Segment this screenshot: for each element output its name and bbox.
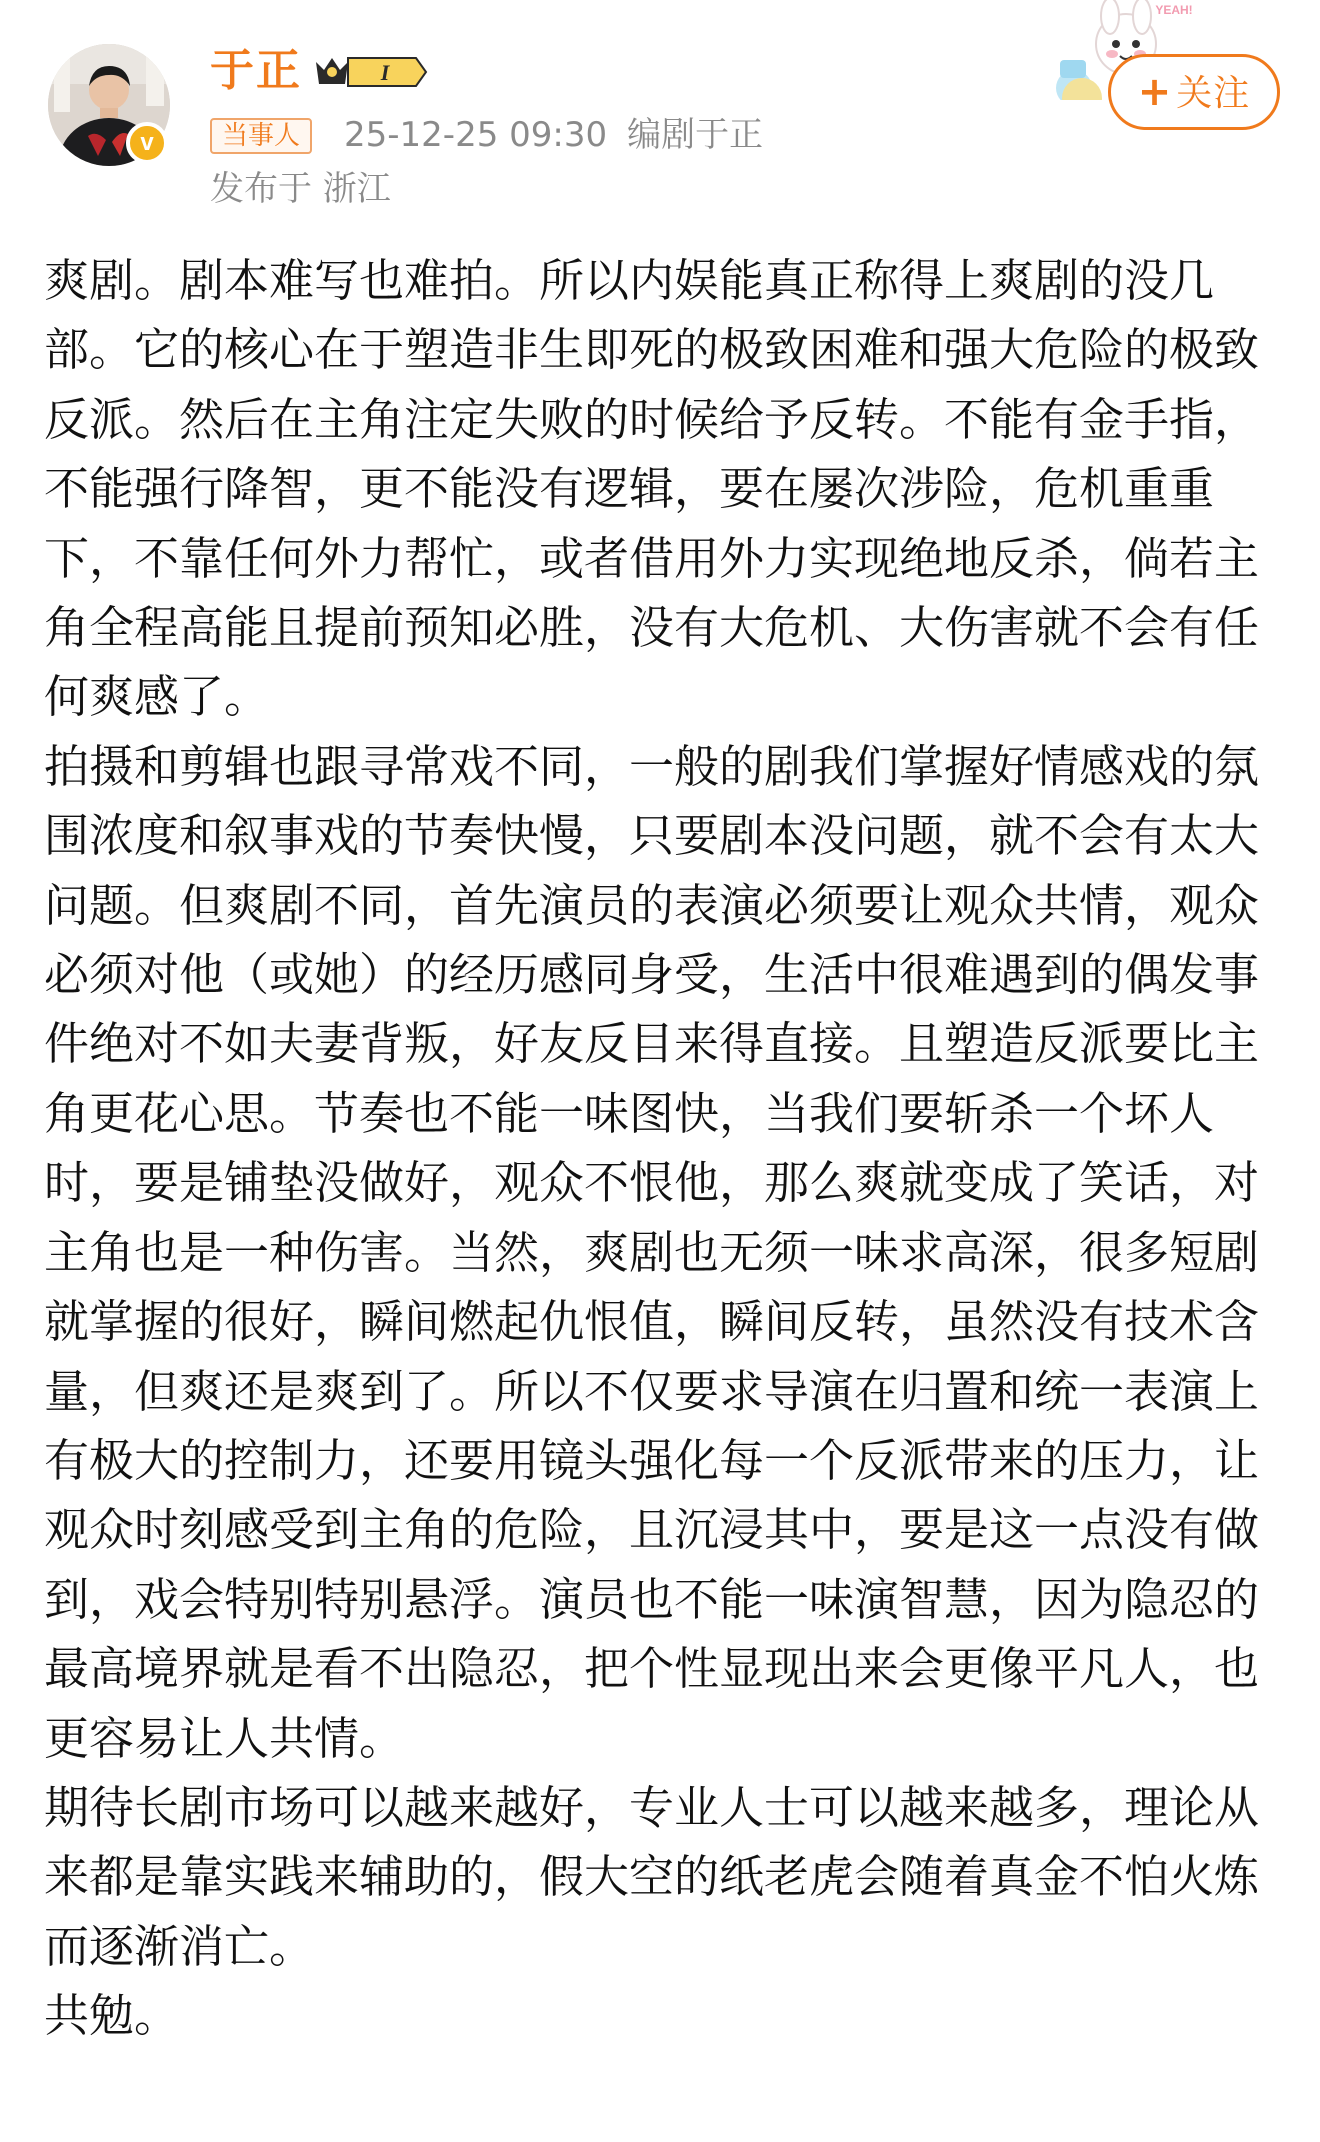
post-timestamp: 25-12-25 09:30 [344, 115, 608, 155]
deco-text: YEAH! [1155, 3, 1193, 17]
post-meta [344, 114, 763, 156]
vip-level: I [380, 60, 390, 85]
post-source: 编剧于正 [627, 115, 764, 155]
plus-icon: + [1137, 69, 1173, 115]
verified-badge-icon: v [126, 122, 168, 164]
post-body [44, 246, 1284, 2051]
post-paragraph: 拍摄和剪辑也跟寻常戏不同，一般的剧我们掌握好情感戏的氛围浓度和叙事戏的节奏快慢，只要剧本没问题，就不会有太大问题。但爽剧不同，首先演员的表演必须要让观众共情，观众必须对他（或她）的经历感同身受，生活中很难遇到的偶发事件绝对不如夫妻背叛，好友反目来得直接。且塑造反派要比主角更花心思。节奏也不能一味图快，当我们要斩杀一个坏人时，要是铺垫没做好，观众不恨他，那么爽就变成了笑话，对主角也是一种伤害。当然，爽剧也无须一味求高深，很多短剧就掌握的很好，瞬间燃起仇恨值，瞬间反转，虽然没有技术含量，但爽还是爽到了。所以不仅要求导演在归置和统一表演上有极大的控制力，还要用镜头强化每一个反派带来的压力，让观众时刻感受到主角的危险，且沉浸其中，要是这一点没有做到，戏会特别特别悬浮。演员也不能一味演智慧，因为隐忍的最高境界就是看不出隐忍，把个性显现出来会更像平凡人，也更容易让人共情。 [44, 739, 1260, 1765]
follow-label: 关注 [1176, 73, 1251, 114]
follow-button[interactable] [1108, 54, 1280, 130]
post-paragraph: 期待长剧市场可以越来越好，专业人士可以越来越多，理论从来都是靠实践来辅助的，假大空的纸老虎会随着真金不怕火炼而逐渐消亡。 [44, 1780, 1260, 1973]
post-paragraph: 爽剧。剧本难写也难拍。所以内娱能真正称得上爽剧的没几部。它的核心在于塑造非生即死的极致困难和强大危险的极致反派。然后在主角注定失败的时候给予反转。不能有金手指，不能强行降智，更不能没有逻辑，要在屡次涉险，危机重重下，不靠任何外力帮忙，或者借用外力实现绝地反杀，倘若主角全程高能且提前预知必胜，没有大危机、大伤害就不会有任何爽感了。 [44, 254, 1260, 724]
post-paragraph: 共勉。 [44, 1989, 180, 2043]
post-location: 发布于 浙江 [210, 169, 391, 209]
vip-crown-badge-icon[interactable] [312, 52, 430, 92]
username[interactable]: 于正 [210, 45, 302, 96]
post-header [0, 0, 1320, 210]
role-tag: 当事人 [210, 118, 312, 154]
